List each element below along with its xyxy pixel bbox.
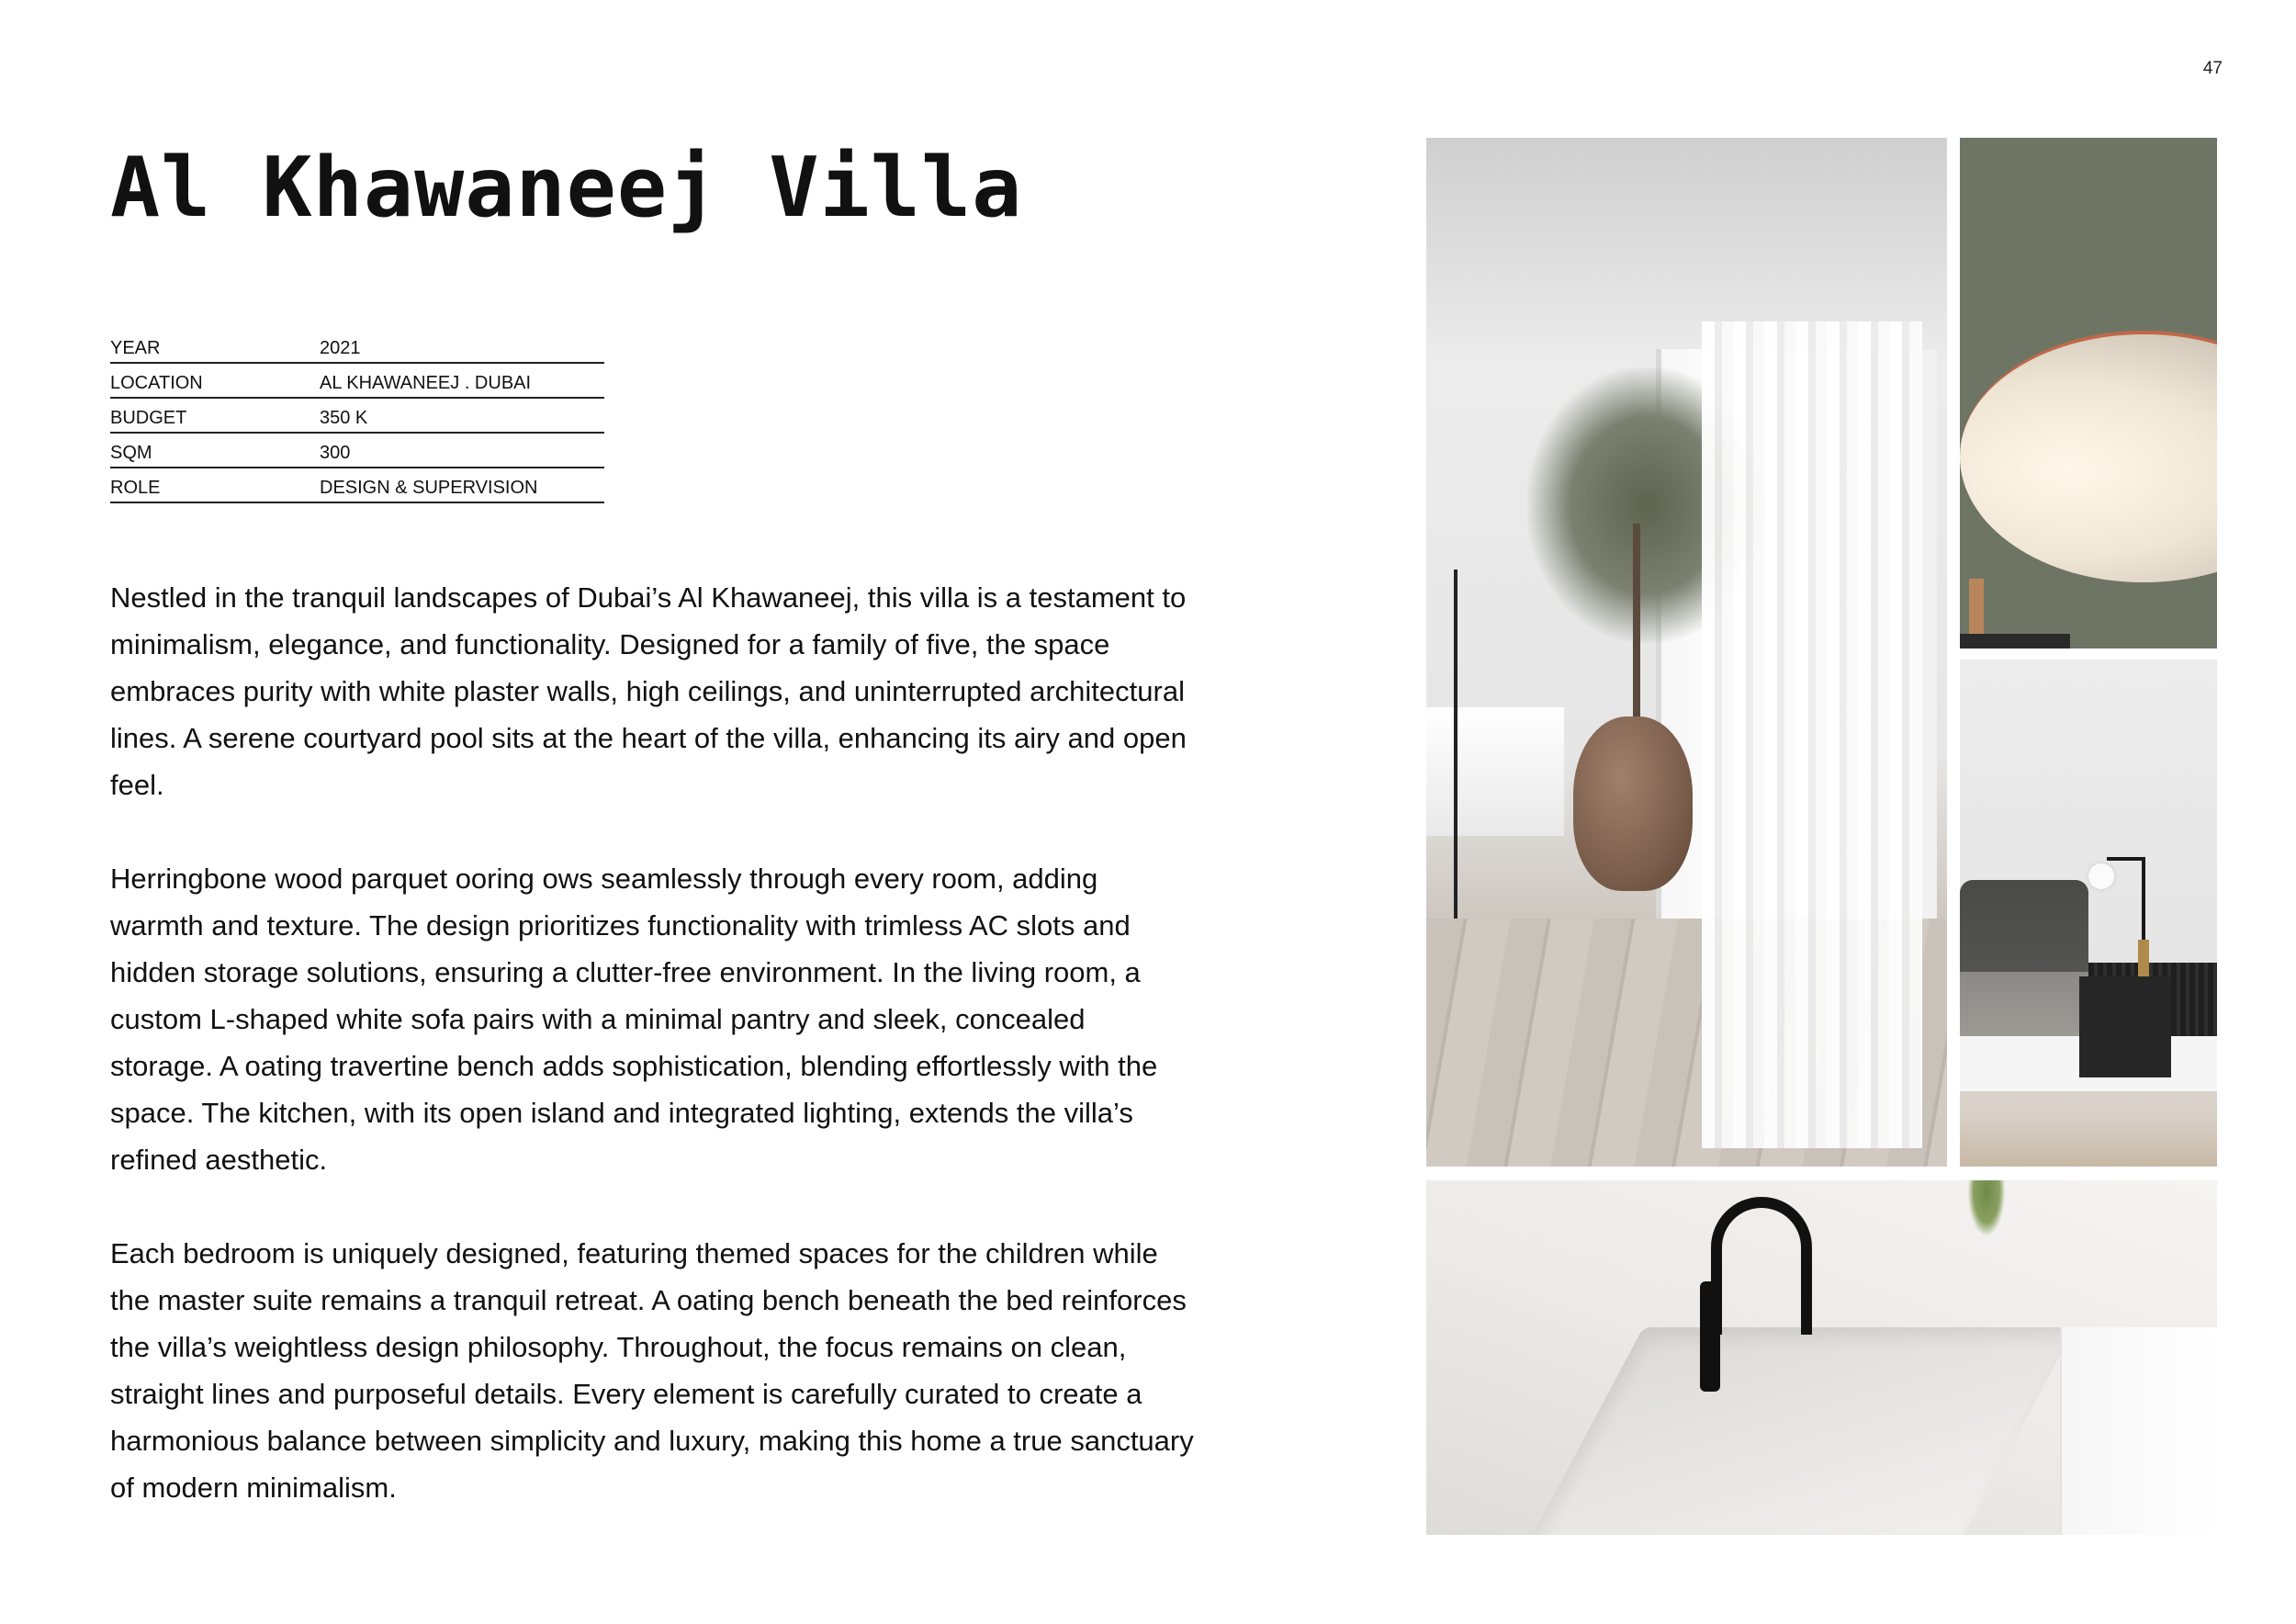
table-lamp-arm <box>2107 857 2144 861</box>
living-room-photo <box>1426 138 1947 1167</box>
small-plant <box>1968 1180 2005 1235</box>
bedroom-photo <box>1960 660 2217 1167</box>
spec-value: 2021 <box>320 338 361 358</box>
project-specs-table <box>110 331 604 505</box>
spec-label: SQM <box>110 443 152 463</box>
terracotta-pot <box>1573 716 1693 891</box>
nightstand <box>2079 976 2171 1077</box>
kitchen-sink-photo <box>1426 1180 2217 1535</box>
spec-row-role <box>110 470 604 503</box>
description-paragraph-1: Nestled in the tranquil landscapes of Dubai’s Al Khawaneej, this villa is a testament to minimalism, elegance, and functionality. Designed for a family of five, the space embraces purity with white plaster walls, high ceilings, and uninterrupted architectural lines. A serene courtyard pool sits at the heart of the villa, enhancing its airy and open feel. <box>110 581 1187 801</box>
spec-label: BUDGET <box>110 408 187 428</box>
faucet-spout <box>1711 1197 1812 1335</box>
lamp-shade <box>1960 331 2217 582</box>
spec-value: AL KHAWANEEJ . DUBAI <box>320 373 532 393</box>
spec-value: DESIGN & SUPERVISION <box>320 478 538 498</box>
spec-row-budget <box>110 400 604 434</box>
project-description <box>110 574 1194 1558</box>
table-lamp-brass <box>2138 940 2149 976</box>
spec-row-location <box>110 366 604 399</box>
spec-row-year <box>110 331 604 364</box>
pendant-lamp-photo <box>1960 138 2217 648</box>
faucet-lever <box>1713 1280 1718 1335</box>
spec-value: 300 <box>320 443 351 463</box>
spec-value: 350 K <box>320 408 368 428</box>
lamp-base <box>1960 634 2070 648</box>
cabinet <box>2060 1327 2217 1535</box>
sheer-curtain <box>1702 321 1922 1148</box>
description-paragraph-2: Herringbone wood parquet ooring ows seamlessly through every room, adding warmth and texture. The design prioritizes functionality with trimless AC slots and hidden storage solutions, ensuring a clutter-free environment. In the living room, a custom L-shaped white sofa pairs with a minimal pantry and sleek, concealed storage. A oating travertine bench adds sophistication, blending effortlessly with the space. The kitchen, with its open island and integrated lighting, extends the villa’s refined aesthetic. <box>110 863 1158 1176</box>
table-lamp-globe <box>2088 863 2114 889</box>
spec-label: LOCATION <box>110 373 203 393</box>
spec-label: YEAR <box>110 338 161 358</box>
spec-label: ROLE <box>110 478 161 498</box>
description-paragraph-3: Each bedroom is uniquely designed, featuring themed spaces for the children while the master suite remains a tranquil retreat. A oating bench beneath the bed reinforces the villa’s weightless design philosophy. Throughout, the focus remains on clean, straight lines and purposeful details. Every element is carefully curated to create a harmonious balance between simplicity and luxury, making this home a true sanctuary of modern minimalism. <box>110 1237 1194 1504</box>
tree-trunk <box>1633 524 1640 726</box>
page-title: Al Khawaneej Villa <box>110 140 1023 236</box>
spec-row-sqm <box>110 435 604 468</box>
page-number: 47 <box>2202 59 2223 78</box>
sofa <box>1426 707 1564 836</box>
